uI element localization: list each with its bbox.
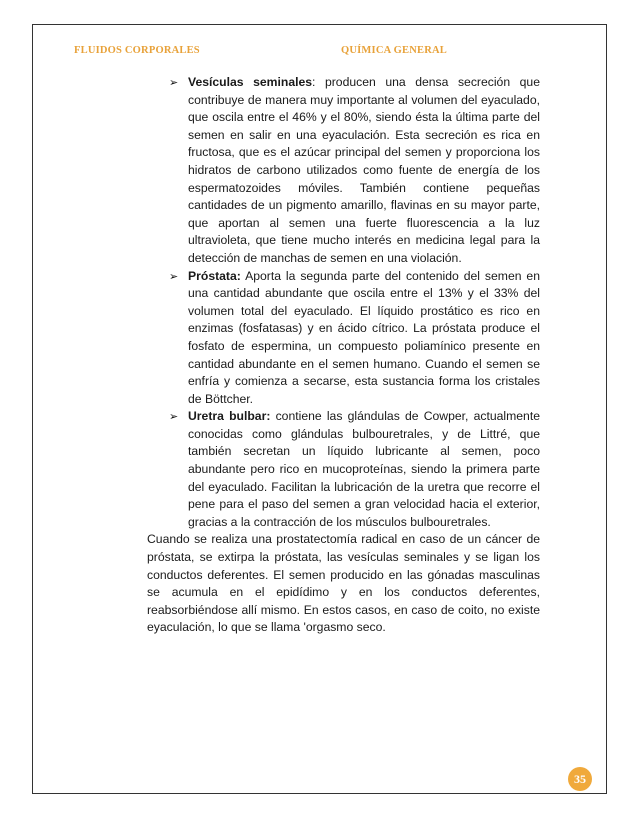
header-left: FLUIDOS CORPORALES [74, 45, 200, 56]
bullet-text: producen una densa secreción que contribuye de manera muy importante al volumen del eyaculado, que oscila entre el 46% y el 80%, siendo ésta la última parte del semen en salir en una eyaculación. Esta secreción es rica en fructosa, que es el azúcar principal del semen y proporciona los hidratos de carbono utilizados como fuente de energía de los espermatozoides móviles. También contiene pequeñas cantidades de un pigmento amarillo, flavinas en su mayor parte, que aportan al semen una fuerte fluorescencia a la luz ultravioleta, que tiene mucho interés en medicina legal para la detección de manchas de semen en una violación. [188, 75, 540, 265]
document-body [147, 74, 540, 637]
page-number-badge: 35 [568, 767, 592, 791]
closing-paragraph: Cuando se realiza una prostatectomía radical en caso de un cáncer de próstata, se extirpa la próstata, las vesículas seminales y se ligan los conductos deferentes. El semen producido en las gónadas masculinas se acumula en el epidídimo y en los conductos deferentes, reabsorbiéndose allí mismo. En estos casos, en caso de coito, no existe eyaculación, lo que se llama 'orgasmo seco. [147, 532, 540, 635]
term-label: Uretra bulbar: [188, 409, 271, 424]
bullet-list [147, 74, 540, 531]
term-label: Vesículas seminales [188, 75, 313, 89]
term-label: Próstata: [188, 268, 241, 283]
arrow-bullet-icon: ➢ [169, 77, 179, 89]
term-separator: : [312, 75, 316, 89]
list-item [147, 268, 540, 409]
arrow-bullet-icon: ➢ [169, 411, 179, 424]
bullet-text: contiene las glándulas de Cowper, actualmente conocidas como glándulas bulbouretrales, y de Littré, que también secretan un líquido lubricante al semen, poco abundante pero rico en mucoproteínas, siendo la primera parte del eyaculado. Facilitan la lubricación de la uretra que recorre el pene para el paso del semen a gran velocidad hacia el exterior, gracias a la contracción de los músculos bulbouretrales. [188, 409, 540, 529]
list-item [147, 408, 540, 531]
header-right: QUÍMICA GENERAL [341, 45, 447, 56]
arrow-bullet-icon: ➢ [169, 270, 179, 283]
list-item [147, 74, 540, 268]
bullet-text: Aporta la segunda parte del contenido del semen en una cantidad abundante que oscila entre el 13% y el 33% del volumen total del eyaculado. El líquido prostático es rico en enzimas (fosfatasas) y en ácido cítrico. La próstata produce el fosfato de espermina, un compuesto poliamínico presente en cantidad abundante en el semen humano. Cuando el semen se enfría y comienza a secarse, esta sustancia forma los cristales de Böttcher. [188, 268, 540, 406]
